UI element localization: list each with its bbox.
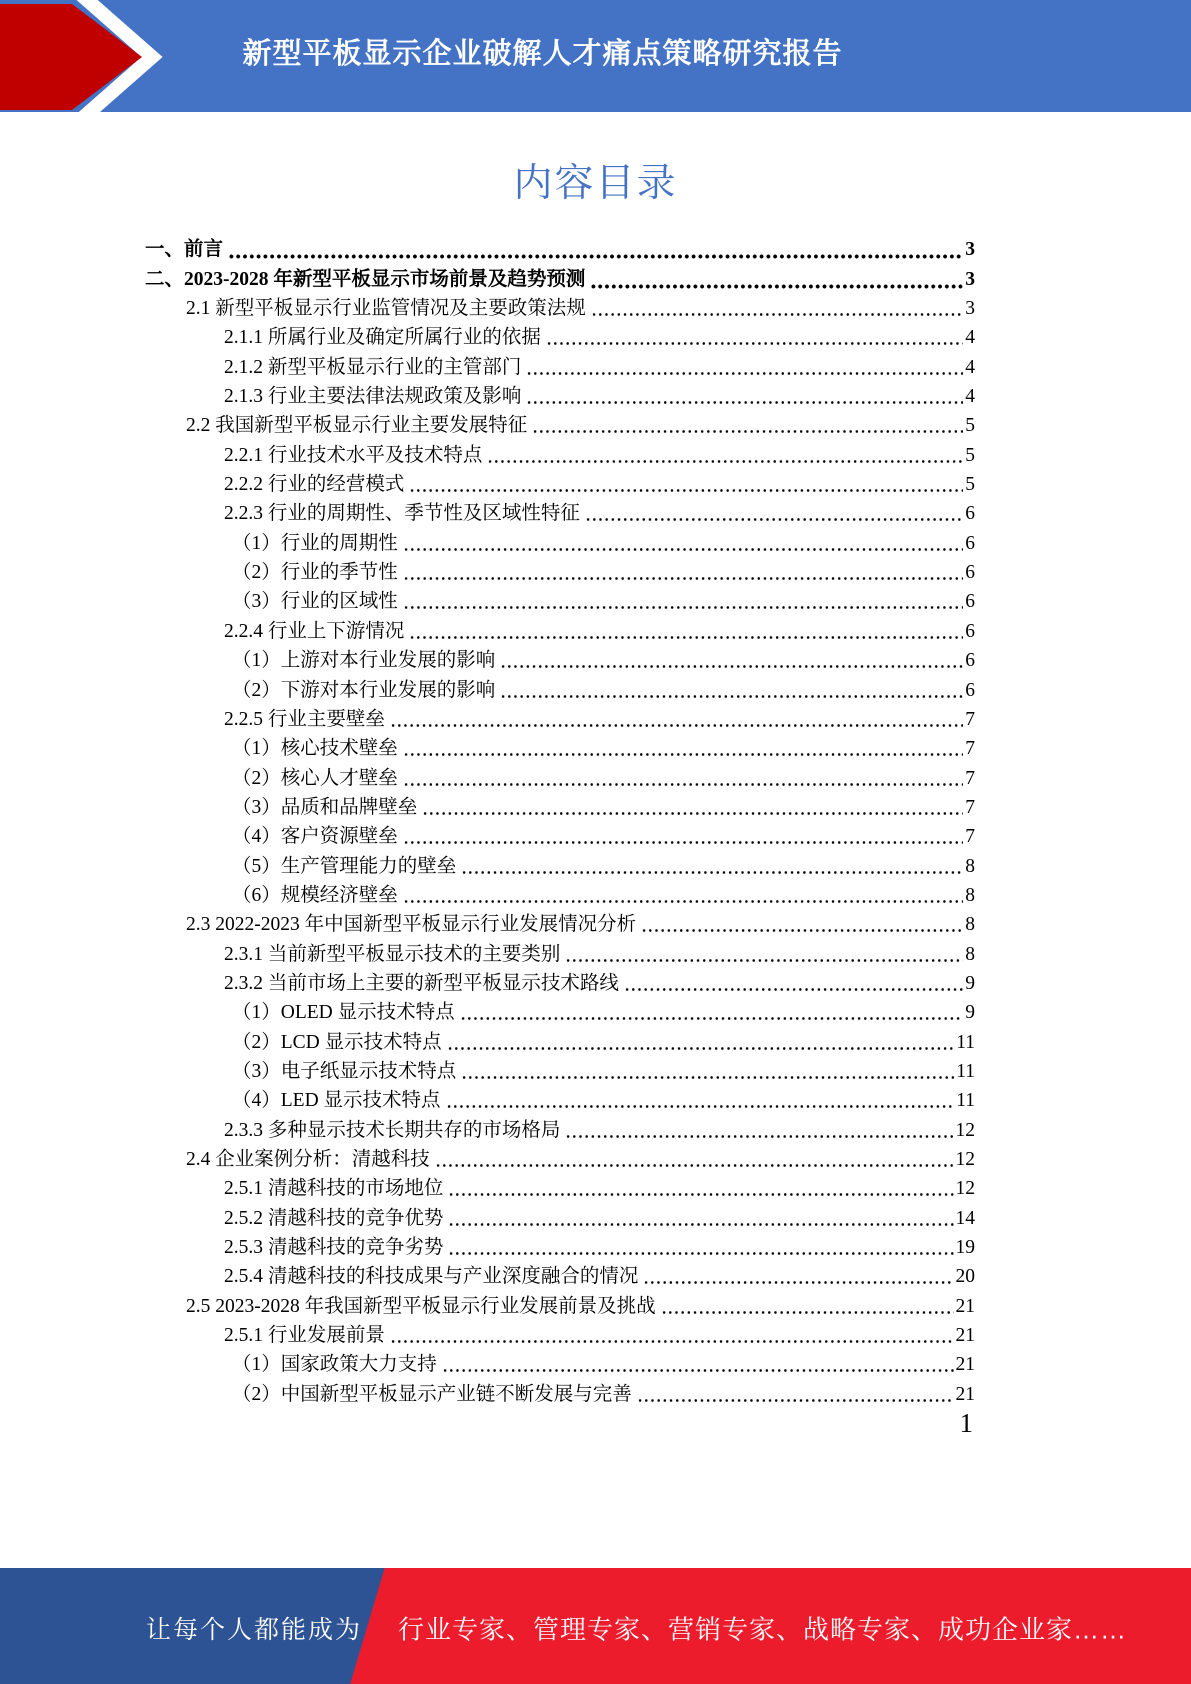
toc-entry[interactable] xyxy=(145,1084,975,1113)
toc-entry[interactable] xyxy=(145,673,975,702)
toc-leader-dots xyxy=(500,663,963,670)
toc-entry-label: 2.2.3 行业的周期性、季节性及区域性特征 xyxy=(224,503,580,525)
toc-page-number: 21 xyxy=(955,1383,975,1405)
toc-leader-dots xyxy=(546,340,963,347)
toc-entry[interactable] xyxy=(145,937,975,966)
toc-page-number: 12 xyxy=(955,1178,975,1200)
toc-page-number: 7 xyxy=(965,826,975,848)
toc-entry[interactable] xyxy=(145,967,975,996)
toc-page-number: 21 xyxy=(955,1325,975,1347)
toc-entry[interactable] xyxy=(145,1319,975,1348)
report-title: 新型平板显示企业破解人才痛点策略研究报告 xyxy=(242,38,843,70)
toc-page-number: 3 xyxy=(965,268,975,290)
toc-page-number: 4 xyxy=(965,356,975,378)
toc-entry-label: （2）中国新型平板显示产业链不断发展与完善 xyxy=(232,1383,632,1405)
toc-leader-dots xyxy=(403,575,963,582)
toc-entry-label: （2）LCD 显示技术特点 xyxy=(232,1031,442,1053)
toc-entry-label: （1）行业的周期性 xyxy=(232,532,398,554)
toc-entry-label: 2.2 我国新型平板显示行业主要发展特征 xyxy=(186,415,528,437)
toc-entry-label: （1）核心技术壁垒 xyxy=(232,738,398,760)
toc-entry[interactable] xyxy=(145,1377,975,1406)
toc-leader-dots xyxy=(403,781,963,788)
toc-entry-label: 2.3.2 当前市场上主要的新型平板显示技术路线 xyxy=(224,972,619,994)
toc-entry-label: 2.2.2 行业的经营模式 xyxy=(224,474,405,496)
toc-page-number: 9 xyxy=(965,1002,975,1024)
toc-entry[interactable] xyxy=(145,1172,975,1201)
toc-page-number: 6 xyxy=(965,620,975,642)
toc-leader-dots xyxy=(461,1074,954,1081)
toc-leader-dots xyxy=(460,1015,964,1022)
toc-leader-dots xyxy=(643,1279,953,1286)
toc-entry[interactable] xyxy=(145,1113,975,1142)
toc-page-number: 7 xyxy=(965,708,975,730)
toc-page-number: 11 xyxy=(956,1060,975,1082)
toc-leader-dots xyxy=(446,1103,955,1110)
toc-entry-label: （1）上游对本行业发展的影响 xyxy=(232,650,496,672)
toc-leader-dots xyxy=(532,428,963,435)
toc-leader-dots xyxy=(624,986,963,993)
toc-leader-dots xyxy=(526,399,963,406)
toc-entry[interactable] xyxy=(145,996,975,1025)
toc-page-number: 4 xyxy=(965,386,975,408)
toc-page-number: 6 xyxy=(965,503,975,525)
toc-leader-dots xyxy=(637,1397,954,1404)
toc-entry[interactable] xyxy=(145,497,975,526)
page-number: 1 xyxy=(959,1408,973,1438)
toc-page-number: 7 xyxy=(965,796,975,818)
toc-page-number: 6 xyxy=(965,679,975,701)
toc-entry[interactable] xyxy=(145,468,975,497)
toc-leader-dots xyxy=(526,370,963,377)
toc-leader-dots xyxy=(641,927,963,934)
footer-slogan-right: 行业专家、管理专家、营销专家、战略专家、成功企业家…… xyxy=(398,1614,1128,1645)
toc-page-number: 7 xyxy=(965,738,975,760)
toc-entry[interactable] xyxy=(145,409,975,438)
toc-leader-dots xyxy=(403,839,963,846)
toc-entry[interactable] xyxy=(145,556,975,585)
toc-leader-dots xyxy=(565,957,963,964)
footer-banner xyxy=(0,1568,1191,1684)
toc-entry-label: （4）客户资源壁垒 xyxy=(232,826,398,848)
toc-page-number: 4 xyxy=(965,327,975,349)
toc-entry[interactable] xyxy=(145,350,975,379)
toc-entry[interactable] xyxy=(145,703,975,732)
toc-page-number: 8 xyxy=(965,914,975,936)
toc-entry[interactable] xyxy=(145,1201,975,1230)
toc-leader-dots xyxy=(409,634,963,641)
toc-leader-dots xyxy=(442,1367,954,1374)
toc-entry-label: （2）行业的季节性 xyxy=(232,562,398,584)
toc-page-number: 5 xyxy=(965,474,975,496)
toc-page-number: 8 xyxy=(965,855,975,877)
toc-page-number: 6 xyxy=(965,562,975,584)
toc-entry[interactable] xyxy=(145,292,975,321)
toc-entry-label: 2.3.3 多种显示技术长期共存的市场格局 xyxy=(224,1119,561,1141)
toc-entry[interactable] xyxy=(145,1025,975,1054)
toc-entry-label: （2）核心人才壁垒 xyxy=(232,767,398,789)
toc-page-number: 11 xyxy=(956,1031,975,1053)
toc-page-number: 6 xyxy=(965,650,975,672)
toc-entry-label: 2.5.1 行业发展前景 xyxy=(224,1325,385,1347)
toc-leader-dots xyxy=(403,898,963,905)
toc-page-number: 12 xyxy=(955,1149,975,1170)
toc-entry-label: 2.1.3 行业主要法律法规政策及影响 xyxy=(224,386,522,408)
toc-leader-dots xyxy=(390,722,963,729)
toc-leader-dots xyxy=(403,546,963,553)
toc-entry[interactable] xyxy=(145,1055,975,1084)
toc-entry-label: 2.5.3 清越科技的竞争劣势 xyxy=(224,1237,444,1259)
toc-leader-dots xyxy=(403,751,963,758)
toc-entry[interactable] xyxy=(145,791,975,820)
toc-page-number: 8 xyxy=(965,884,975,906)
toc-entry[interactable] xyxy=(145,820,975,849)
toc-entry[interactable] xyxy=(145,321,975,350)
toc-entry[interactable] xyxy=(145,1231,975,1260)
toc-entry-label: （3）品质和品牌壁垒 xyxy=(232,796,418,818)
toc-entry[interactable] xyxy=(145,585,975,614)
toc-entry-label: 2.2.4 行业上下游情况 xyxy=(224,620,405,642)
toc-entry-label: （3）行业的区域性 xyxy=(232,591,398,613)
toc-entry[interactable] xyxy=(145,644,975,673)
header-banner xyxy=(0,0,1191,112)
toc-page-number: 7 xyxy=(965,767,975,789)
toc-leader-dots xyxy=(447,1045,955,1052)
toc-entry[interactable] xyxy=(145,908,975,937)
toc-entry[interactable] xyxy=(145,1143,975,1172)
toc-entry[interactable] xyxy=(145,1289,975,1318)
toc-page-number: 21 xyxy=(955,1295,975,1317)
toc-leader-dots xyxy=(448,1191,953,1198)
toc-entry[interactable] xyxy=(145,761,975,790)
toc-entry-label: 一、前言 xyxy=(145,239,224,261)
toc-leader-dots xyxy=(500,693,963,700)
toc-entry[interactable] xyxy=(145,849,975,878)
toc-leader-dots xyxy=(409,487,963,494)
toc-entry-label: 2.5 2023-2028 年我国新型平板显示行业发展前景及挑战 xyxy=(186,1295,656,1317)
toc-leader-dots xyxy=(661,1309,954,1316)
toc-entry[interactable] xyxy=(145,614,975,643)
toc-page-number: 20 xyxy=(955,1266,975,1288)
toc-entry-label: 2.2.5 行业主要壁垒 xyxy=(224,708,385,730)
toc-leader-dots xyxy=(448,1221,953,1228)
toc-entry-label: （6）规模经济壁垒 xyxy=(232,884,398,906)
toc-leader-dots xyxy=(565,1133,953,1140)
toc-entry-label: （1）OLED 显示技术特点 xyxy=(232,1002,455,1024)
toc-list xyxy=(145,233,975,1407)
toc-page-number: 19 xyxy=(955,1237,975,1259)
toc-entry-label: 2.1.1 所属行业及确定所属行业的依据 xyxy=(224,327,541,349)
toc-entry-label: 二、2023-2028 年新型平板显示市场前景及趋势预测 xyxy=(145,268,586,290)
toc-leader-dots xyxy=(435,1162,954,1169)
toc-entry-label: 2.3.1 当前新型平板显示技术的主要类别 xyxy=(224,943,561,965)
toc-leader-dots xyxy=(585,516,963,523)
toc-entry[interactable] xyxy=(145,526,975,555)
toc-entry-label: （5）生产管理能力的壁垒 xyxy=(232,855,457,877)
toc-page-number: 6 xyxy=(965,532,975,554)
toc-leader-dots xyxy=(228,253,963,260)
toc-entry-label: 2.5.1 清越科技的市场地位 xyxy=(224,1178,444,1200)
toc-leader-dots xyxy=(448,1250,953,1257)
toc-entry-label: （3）电子纸显示技术特点 xyxy=(232,1060,457,1082)
toc-title: 内容目录 xyxy=(513,162,678,205)
toc-entry[interactable] xyxy=(145,233,975,262)
toc-entry-label: 2.5.4 清越科技的科技成果与产业深度融合的情况 xyxy=(224,1266,639,1288)
toc-page-number: 5 xyxy=(965,415,975,437)
toc-page-number: 5 xyxy=(965,444,975,466)
toc-page-number: 14 xyxy=(955,1207,975,1229)
toc-page-number: 6 xyxy=(965,591,975,613)
footer-slogan-left: 让每个人都能成为 xyxy=(146,1616,363,1645)
toc-entry-label: 2.5.2 清越科技的竞争优势 xyxy=(224,1207,444,1229)
toc-leader-dots xyxy=(422,810,963,817)
toc-page-number: 21 xyxy=(955,1354,975,1376)
toc-entry[interactable] xyxy=(145,438,975,467)
toc-entry[interactable] xyxy=(145,380,975,409)
toc-leader-dots xyxy=(461,869,963,876)
toc-entry[interactable] xyxy=(145,732,975,761)
toc-entry-label: 2.4 企业案例分析：清越科技 xyxy=(186,1149,430,1170)
toc-page-number: 11 xyxy=(956,1090,975,1112)
toc-entry[interactable] xyxy=(145,1348,975,1377)
toc-entry-label: （1）国家政策大力支持 xyxy=(232,1354,437,1376)
toc-entry-label: 2.3 2022-2023 年中国新型平板显示行业发展情况分析 xyxy=(186,914,637,936)
toc-entry[interactable] xyxy=(145,262,975,291)
toc-leader-dots xyxy=(487,458,963,465)
toc-leader-dots xyxy=(390,1338,954,1345)
toc-entry[interactable] xyxy=(145,1260,975,1289)
toc-page-number: 12 xyxy=(955,1119,975,1141)
toc-entry-label: 2.1 新型平板显示行业监管情况及主要政策法规 xyxy=(186,298,586,320)
toc-entry[interactable] xyxy=(145,879,975,908)
toc-entry-label: 2.1.2 新型平板显示行业的主管部门 xyxy=(224,356,522,378)
toc-page-number: 3 xyxy=(965,298,975,320)
toc-leader-dots xyxy=(403,604,963,611)
toc-entry-label: （2）下游对本行业发展的影响 xyxy=(232,679,496,701)
toc-page-number: 3 xyxy=(965,239,975,261)
toc-entry-label: 2.2.1 行业技术水平及技术特点 xyxy=(224,444,483,466)
toc-page-number: 8 xyxy=(965,943,975,965)
toc-page-number: 9 xyxy=(965,972,975,994)
toc-leader-dots xyxy=(590,283,963,290)
toc-leader-dots xyxy=(591,311,963,318)
toc-entry-label: （4）LED 显示技术特点 xyxy=(232,1090,441,1112)
